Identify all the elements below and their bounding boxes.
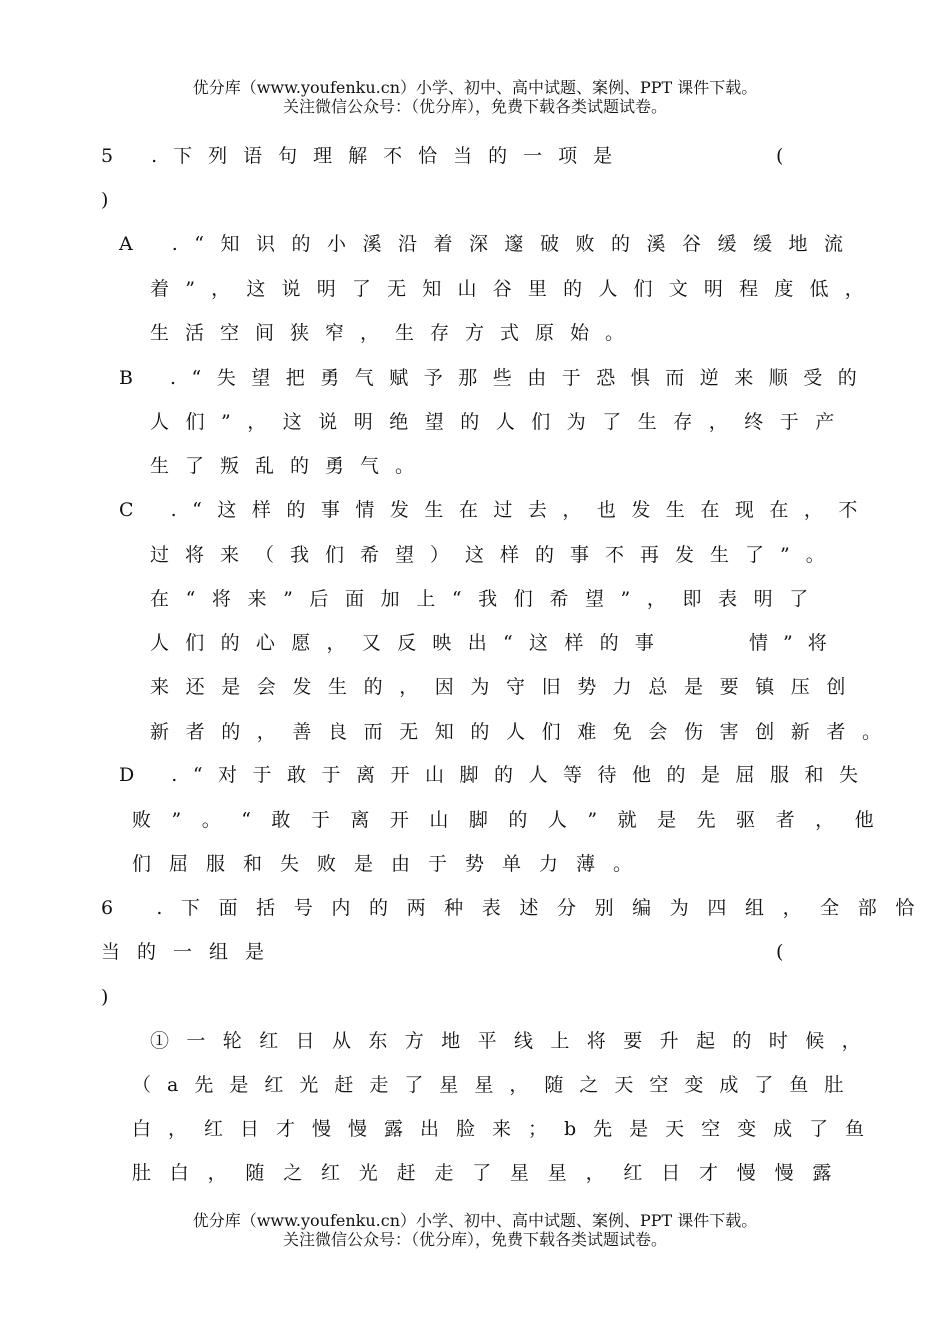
q5-option-b-line-2: 人们”，这说明绝望的人们为了生存，终于产 (150, 411, 851, 433)
q6-item1-line-4: 肚白，随之红光赶走了星星，红日才慢慢露 (132, 1162, 851, 1184)
q6-stem-line-1: 6 .下面括号内的两种表述分别编为四组，全部恰 (101, 897, 933, 919)
q5-option-d-line-2: 败”。“敢于离开山脚的人”就是先驱者，他 (132, 809, 895, 831)
q5-option-c-line-4b: 情”将 (749, 632, 842, 654)
q5-option-d-line-3: 们屈服和失败是由于势单力薄。 (132, 853, 651, 875)
q6-item1-line-1: ①一轮红日从东方地平线上将要升起的时候， (150, 1030, 879, 1052)
q5-stem: 5 .下列语句理解不恰当的一项是 (101, 145, 629, 167)
page-footer (0, 1211, 950, 1249)
header-line-2: 关注微信公众号：（优分库），免费下载各类试题试卷。 (282, 97, 667, 116)
q5-option-b-line-3: 生了叛乱的勇气。 (150, 455, 431, 477)
q5-option-d-line-1: D .“对于敢于离开山脚的人等待他的是屈服和失 (119, 764, 874, 786)
q5-option-c-line-1: C .“这样的事情发生在过去，也发生在现在，不 (119, 499, 873, 521)
q5-option-c-line-6: 新者的，善良而无知的人们难免会伤害创新者。 (150, 721, 898, 743)
q5-option-a-line-3: 生活空间狭窄，生存方式原始。 (150, 322, 641, 344)
q5-option-c-line-3: 在“将来”后面加上“我们希望”，即表明了 (150, 588, 825, 610)
q6-close-paren: ) (101, 986, 109, 1008)
q5-option-b-line-1: B .“失望把勇气赋予那些由于恐惧而逆来顺受的 (119, 367, 873, 389)
q5-option-a-line-1: A .“知识的小溪沿着深邃破败的溪谷缓缓地流 (119, 233, 860, 255)
q5-option-a-line-2: 着”，这说明了无知山谷里的人们文明程度低， (150, 278, 880, 300)
page-header (0, 78, 950, 116)
q5-option-c-line-5: 来还是会发生的，因为守旧势力总是要镇压创 (150, 676, 863, 698)
q5-option-c-line-2: 过将来（我们希望）这样的事不再发生了”。 (150, 544, 841, 566)
q6-open-paren: ( (776, 941, 784, 963)
footer-line-1: 优分库（www.youfenku.cn）小学、初中、高中试题、案例、PPT 课件下载。 (192, 1211, 758, 1230)
q5-close-paren: ) (101, 189, 109, 211)
q5-option-c-line-4a: 人们的心愿，又反映出“这样的事 (150, 632, 671, 654)
q6-stem-line-2: 当的一组是 (101, 941, 282, 963)
footer-line-2: 关注微信公众号：（优分库），免费下载各类试题试卷。 (282, 1230, 667, 1249)
q6-item1-line-3: 白，红日才慢慢露出脸来；b先是天空变成了鱼 (132, 1118, 882, 1140)
header-line-1: 优分库（www.youfenku.cn）小学、初中、高中试题、案例、PPT 课件下载。 (192, 78, 758, 97)
q5-open-paren: ( (776, 145, 784, 167)
q6-item1-line-2: （a先是红光赶走了星星，随之天空变成了鱼肚 (132, 1074, 860, 1096)
